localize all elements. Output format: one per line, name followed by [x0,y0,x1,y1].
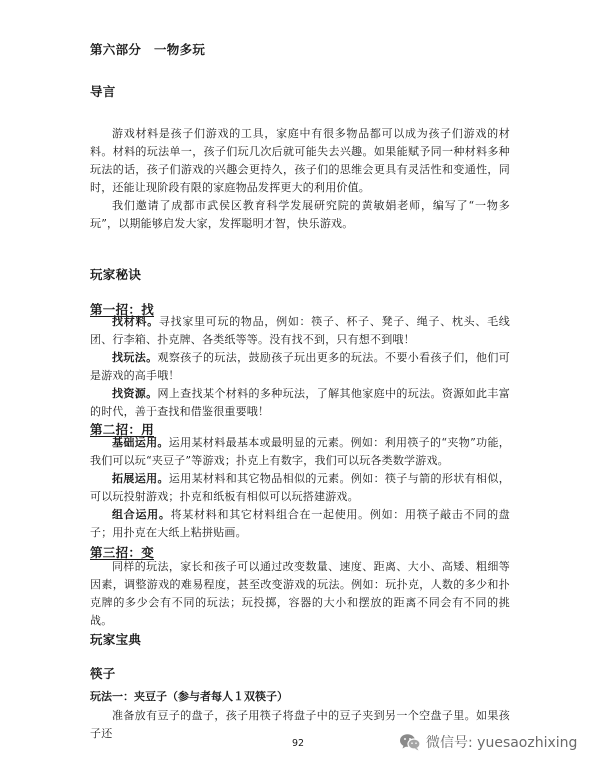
move2-item-extended-use [90,470,510,506]
item-text: 将某材料和其它材料组合在一起使用。例如：用筷子敲击不同的盘子；用扑克在大纸上粘拼贴画。 [90,508,510,539]
move2-title: 第二招：用 [90,422,155,437]
move1-item-find-method [90,349,510,385]
move2-item-combined-use [90,506,510,542]
move1-item-find-material [90,313,510,349]
page-number: 92 [291,738,305,749]
watermark [399,732,577,752]
item-lead: 组合运用。 [112,508,171,521]
item-heading-chopsticks: 筷子 [90,666,116,681]
move1-item-find-resource [90,385,510,421]
item-lead: 基础运用。 [112,436,169,449]
intro-paragraph-2: 我们邀请了成都市武侯区教育科学发展研究院的黄敏娟老师，编写了“一物多玩”，以期能够启发大家，发挥聪明才智，快乐游戏。 [90,199,510,230]
wechat-icon [399,733,421,751]
move3-paragraph: 同样的玩法，家长和孩子可以通过改变数量、速度、距离、大小、高矮、粗细等因素，调整游戏的难易程度，甚至改变游戏的玩法。例如：玩扑克，人数的多少和扑克牌的多少会有不同的玩法；玩投掷，容器的大小和摆放的距离不同会有不同的挑战。 [90,560,510,627]
move2-item-basic-use [90,434,510,470]
item-text: 运用某材料和其它物品相似的元素。例如：筷子与箭的形状有相似，可以玩投射游戏；扑克和纸板有相似可以玩搭建游戏。 [90,472,511,503]
method1-text: 准备放有豆子的盘子，孩子用筷子将盘子中的豆子夹到另一个空盘子里。如果孩子还 [90,709,510,740]
method1-title: 玩法一：夹豆子（参与者每人１双筷子） [90,690,288,703]
treasury-heading: 玩家宝典 [90,632,142,647]
move1-title: 第一招：找 [90,302,155,317]
item-text: 运用某材料最基本或最明显的元素。例如：利用筷子的“夹物”功能，我们可以玩“夹豆子”等游戏；扑克上有数字，我们可以玩各类数学游戏。 [90,436,510,467]
item-lead: 找材料。 [112,315,159,328]
intro-heading: 导言 [90,84,116,99]
item-text: 寻找家里可玩的物品，例如：筷子、杯子、凳子、绳子、枕头、毛线团、行李箱、扑克牌、各类纸等等。没有找不到，只有想不到哦！ [90,315,510,346]
item-text: 观察孩子的玩法，鼓励孩子玩出更多的玩法。不要小看孩子们，他们可是游戏的高手哦！ [90,351,510,382]
watermark-text: 微信号: yuesaozhixing [426,735,578,751]
item-lead: 找资源。 [112,387,158,400]
move3-title: 第三招：变 [90,545,155,560]
intro-paragraph-1: 游戏材料是孩子们游戏的工具，家庭中有很多物品都可以成为孩子们游戏的材料。材料的玩法单一，孩子们玩几次后就可能失去兴趣。如果能赋予同一种材料多种玩法的话，孩子们游戏的兴趣会更持久，孩子们的思维会更具有灵活性和变通性，同时，还能让现阶段有限的家庭物品发挥更大的利用价值。 [90,127,510,194]
item-lead: 找玩法。 [112,351,158,364]
secrets-heading: 玩家秘诀 [90,267,142,282]
item-text: 网上查找某个材料的多种玩法，了解其他家庭中的玩法。资源如此丰富的时代，善于查找和借鉴很重要哦！ [90,387,510,418]
part-title: 第六部分 一物多玩 [90,42,206,57]
item-lead: 拓展运用。 [112,472,169,485]
